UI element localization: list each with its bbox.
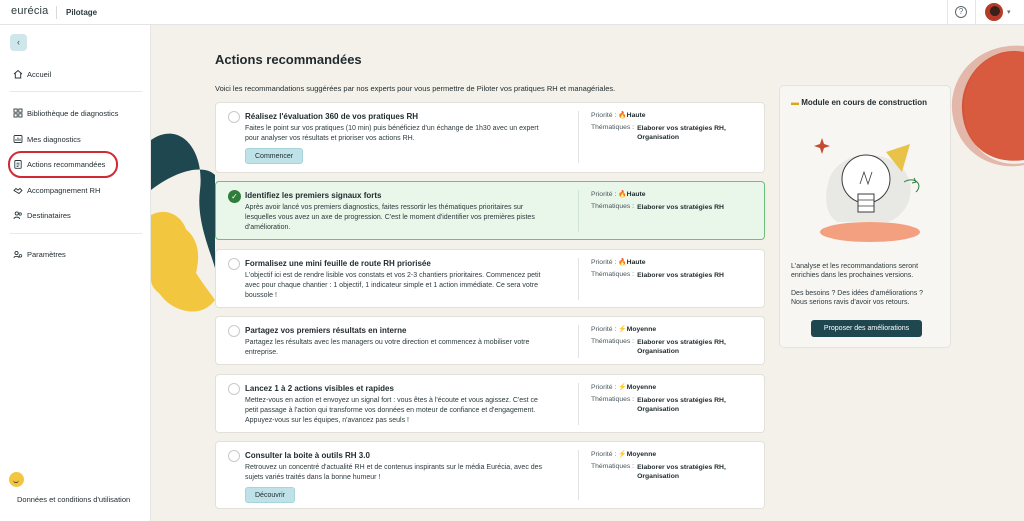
action-title: Consulter la boite à outils RH 3.0 bbox=[245, 451, 370, 460]
themes-label: Thématiques : bbox=[591, 271, 635, 278]
sidebar-item-mes-diagnostics[interactable] bbox=[13, 132, 81, 146]
priority-label: Priorité : bbox=[591, 451, 617, 458]
priority-value: Haute bbox=[626, 259, 646, 266]
action-description: Faites le point sur vos pratiques (10 min) puis bénéficiez d'un échange de 1h30 avec un expert pour analyser vos résultats et prioriser vos actions RH. bbox=[245, 125, 539, 142]
sidebar-item-label: Accueil bbox=[27, 69, 52, 79]
sidebar-item-label: Bibliothèque de diagnostics bbox=[27, 108, 119, 118]
flame-icon: 🔥 bbox=[618, 259, 627, 266]
construction-icon: ▬ bbox=[791, 98, 799, 107]
action-checkbox[interactable] bbox=[228, 383, 240, 395]
priority-info bbox=[591, 325, 656, 333]
priority-label: Priorité : bbox=[591, 112, 617, 119]
intro-text: Voici les recommandations suggérées par nos experts pour vous permettre de Piloter vos pratiques RH et managériales. bbox=[215, 84, 616, 93]
handshake-icon bbox=[13, 185, 23, 195]
page-title: Actions recommandées bbox=[215, 52, 362, 67]
sidebar-item-label: Accompagnement RH bbox=[27, 185, 101, 195]
priority-value: Haute bbox=[626, 112, 646, 119]
priority-info bbox=[591, 383, 656, 391]
sidebar-item-accompagnement-rh[interactable] bbox=[13, 183, 100, 197]
app-name: Pilotage bbox=[66, 8, 98, 17]
themes-info bbox=[591, 124, 761, 142]
action-title: Lancez 1 à 2 actions visibles et rapides bbox=[245, 384, 394, 393]
themes-value: Elaborer vos stratégies RH bbox=[637, 204, 724, 211]
action-card[interactable] bbox=[215, 316, 765, 365]
card-divider bbox=[578, 111, 579, 163]
action-title: Partagez vos premiers résultats en interne bbox=[245, 326, 407, 335]
action-card[interactable] bbox=[215, 249, 765, 308]
help-icon[interactable]: ? bbox=[955, 6, 967, 18]
bolt-icon: ⚡ bbox=[618, 384, 627, 391]
sidebar-item-bibliotheque[interactable] bbox=[13, 106, 118, 120]
action-card[interactable] bbox=[215, 102, 765, 173]
propose-improvements-button[interactable]: Proposer des améliorations bbox=[811, 320, 922, 337]
avatar[interactable] bbox=[985, 3, 1003, 21]
construction-panel bbox=[779, 85, 951, 348]
nav-divider bbox=[10, 91, 142, 92]
themes-label: Thématiques : bbox=[591, 338, 635, 345]
users-icon bbox=[13, 210, 23, 220]
chevron-down-icon[interactable]: ▾ bbox=[1007, 9, 1011, 16]
sidebar-item-label: Destinataires bbox=[27, 210, 71, 220]
eurecia-logo[interactable]: eurécia bbox=[11, 5, 49, 17]
themes-info bbox=[591, 203, 761, 212]
sidebar-item-label: Paramètres bbox=[27, 249, 66, 259]
priority-info bbox=[591, 450, 656, 458]
panel-text: L'analyse et les recommandations seront enrichies dans les prochaines versions. bbox=[791, 263, 919, 279]
themes-info bbox=[591, 338, 761, 356]
priority-info bbox=[591, 111, 646, 119]
priority-label: Priorité : bbox=[591, 326, 617, 333]
action-description: Après avoir lancé vos premiers diagnostics, faites ressortir les thématiques prioritaires sur lesquelles vous avez un axe de progression. C'est le moment d'identifier vos premières pistes d'amélioration. bbox=[245, 204, 535, 231]
nav-divider bbox=[10, 233, 142, 234]
action-description: Mettez-vous en action et envoyez un signal fort : vous êtes à l'écoute et vous agissez. C'est ce petit passage à l'action qui transforme vos données en moteur de confiance et d'engagement. Appuyez-vous sur les équipes, n'avancez pas seuls ! bbox=[245, 397, 538, 424]
themes-value: Elaborer vos stratégies RH, Organisation bbox=[637, 397, 726, 413]
card-divider bbox=[578, 383, 579, 425]
topbar-divider bbox=[975, 0, 976, 25]
themes-label: Thématiques : bbox=[591, 463, 635, 470]
grid-icon bbox=[13, 108, 23, 118]
chart-icon bbox=[13, 134, 23, 144]
decouvrir-button[interactable]: Découvrir bbox=[245, 487, 295, 503]
sidebar-item-parametres[interactable] bbox=[13, 247, 66, 261]
priority-label: Priorité : bbox=[591, 384, 617, 391]
top-bar bbox=[0, 0, 1024, 25]
topbar-divider bbox=[947, 0, 948, 25]
active-item-highlight bbox=[8, 151, 118, 178]
themes-value: Elaborer vos stratégies RH, Organisation bbox=[637, 125, 726, 141]
bolt-icon: ⚡ bbox=[618, 451, 627, 458]
priority-value: Haute bbox=[626, 191, 646, 198]
bolt-icon: ⚡ bbox=[618, 326, 627, 333]
action-description: Retrouvez un concentré d'actualité RH et de contenus inspirants sur le média Eurécia, avec des sujets variés traités dans la bonne humeur ! bbox=[245, 464, 543, 481]
action-description: L'objectif ici est de rendre lisible vos constats et vos 2-3 chantiers prioritaires. Commencez petit avec pour chaque chantier : 1 objectif, 1 indicateur simple et 1 action immédiate. Ce sera votre boussole ! bbox=[245, 272, 541, 299]
action-title: Identifiez les premiers signaux forts bbox=[245, 191, 382, 200]
sun-icon bbox=[9, 472, 24, 487]
card-divider bbox=[578, 258, 579, 300]
themes-value: Elaborer vos stratégies RH bbox=[637, 272, 724, 279]
topbar-divider bbox=[56, 6, 57, 19]
commencer-button[interactable]: Commencer bbox=[245, 148, 303, 164]
action-checkbox[interactable] bbox=[228, 450, 240, 462]
themes-label: Thématiques : bbox=[591, 124, 635, 131]
action-card[interactable] bbox=[215, 374, 765, 433]
priority-value: Moyenne bbox=[626, 326, 657, 333]
panel-text: Des besoins ? Des idées d'améliorations ? Nous serions ravis d'avoir vos retours. bbox=[791, 290, 924, 306]
priority-label: Priorité : bbox=[591, 191, 617, 198]
priority-info bbox=[591, 258, 646, 266]
action-title: Réalisez l'évaluation 360 de vos pratiques RH bbox=[245, 112, 419, 121]
panel-title-text: Module en cours de construction bbox=[801, 98, 928, 107]
priority-info bbox=[591, 190, 646, 198]
home-icon bbox=[13, 69, 23, 79]
settings-icon bbox=[13, 249, 23, 259]
action-title: Formalisez une mini feuille de route RH priorisée bbox=[245, 259, 431, 268]
action-card[interactable] bbox=[215, 181, 765, 240]
sidebar-item-accueil[interactable] bbox=[13, 67, 51, 81]
action-checkbox[interactable] bbox=[228, 111, 240, 123]
themes-value: Elaborer vos stratégies RH, Organisation bbox=[637, 464, 726, 480]
panel-title bbox=[791, 98, 927, 107]
priority-label: Priorité : bbox=[591, 259, 617, 266]
flame-icon: 🔥 bbox=[618, 191, 627, 198]
priority-value: Moyenne bbox=[626, 451, 657, 458]
sidebar-item-label: Actions recommandées bbox=[27, 159, 106, 169]
action-description: Partagez les résultats avec les managers ou votre direction et commencez à mobiliser votre entreprise. bbox=[245, 339, 530, 356]
collapse-sidebar-button[interactable]: ‹ bbox=[10, 34, 27, 51]
check-icon[interactable]: ✓ bbox=[228, 190, 241, 203]
themes-value: Elaborer vos stratégies RH, Organisation bbox=[637, 339, 726, 355]
themes-info bbox=[591, 396, 761, 414]
legal-link[interactable]: Données et conditions d'utilisation bbox=[17, 495, 131, 504]
sidebar bbox=[0, 25, 151, 521]
themes-info bbox=[591, 271, 761, 280]
card-divider bbox=[578, 325, 579, 358]
priority-value: Moyenne bbox=[626, 384, 657, 391]
action-card[interactable] bbox=[215, 441, 765, 509]
lightbulb-illustration bbox=[798, 124, 938, 249]
themes-label: Thématiques : bbox=[591, 203, 635, 210]
card-divider bbox=[578, 450, 579, 500]
sidebar-item-destinataires[interactable] bbox=[13, 208, 71, 222]
sidebar-item-label: Mes diagnostics bbox=[27, 134, 81, 144]
card-divider bbox=[578, 190, 579, 232]
flame-icon: 🔥 bbox=[618, 112, 627, 119]
themes-label: Thématiques : bbox=[591, 396, 635, 403]
action-checkbox[interactable] bbox=[228, 258, 240, 270]
action-checkbox[interactable] bbox=[228, 325, 240, 337]
themes-info bbox=[591, 463, 761, 481]
